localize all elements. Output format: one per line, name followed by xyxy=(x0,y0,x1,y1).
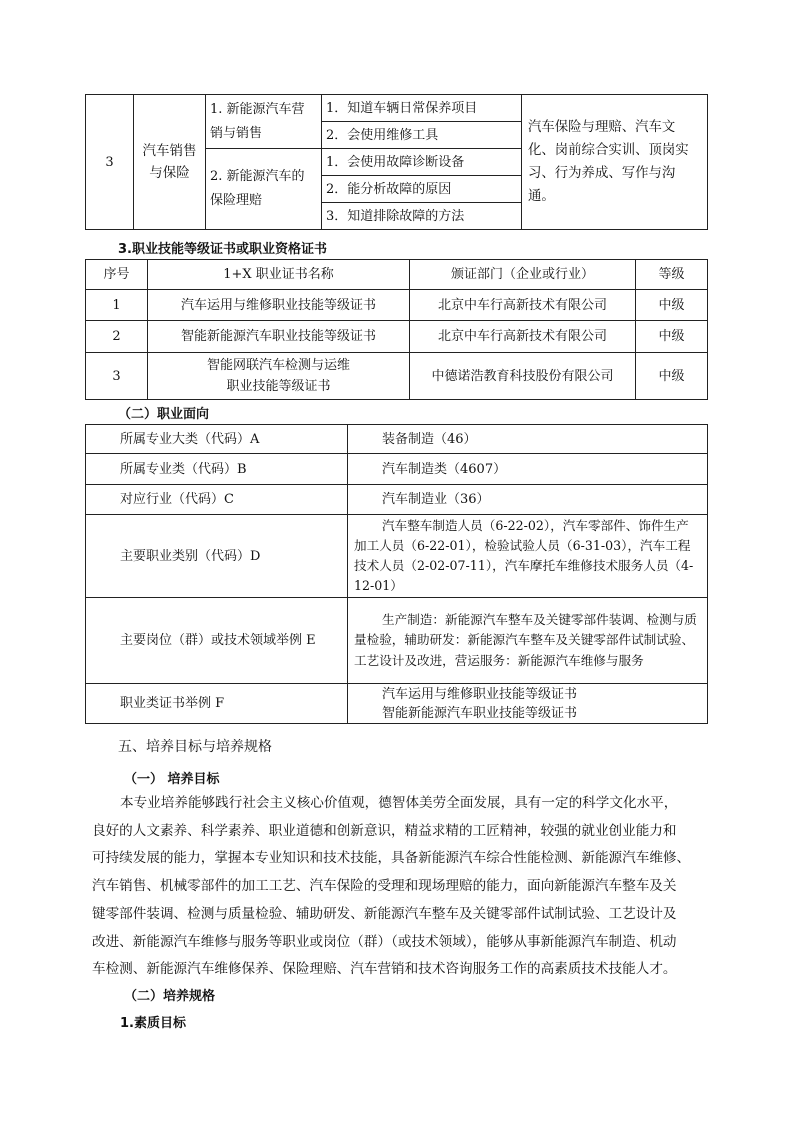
course-remarks: 汽车保险与理赔、汽车文化、岗前综合实训、顶岗实习、行为养成、写作与沟通。 xyxy=(522,95,708,230)
cert-header: 序号 xyxy=(86,260,148,290)
paragraph-line: 本专业培养能够践行社会主义核心价值观，德智体美劳全面发展，具有一定的科学文化水平， xyxy=(120,795,678,811)
cert-cell: 智能网联汽车检测与运维 职业技能等级证书 xyxy=(148,353,410,400)
paragraph-line: 键零部件装调、检测与质量检验、辅助研发、新能源汽车整车及关键零部件试制试验、工艺设计及 xyxy=(92,905,677,922)
cert-cell: 中级 xyxy=(636,290,708,321)
career-value: 汽车运用与维修职业技能等级证书 智能新能源汽车职业技能等级证书 xyxy=(348,684,708,724)
career-section-title: （二）职业面向 xyxy=(118,407,210,422)
cert-table xyxy=(85,259,708,400)
career-value: 汽车整车制造人员（6-22-02），汽车零部件、饰件生产加工人员（6-22-01），检验试验人员（6-31-03），汽车工程技术人员（2-02-07-11），汽车摩托车维修技术服务人员（4-12-01） xyxy=(348,515,708,598)
cert-cell: 中级 xyxy=(636,321,708,353)
table-row xyxy=(86,684,708,724)
module-name: 2. 新能源汽车的 保险理赔 xyxy=(206,149,322,230)
paragraph-line: 改进、新能源汽车维修与服务等职业或岗位（群）（或技术领域），能够从事新能源汽车制造、机动 xyxy=(92,933,677,950)
quality-title: 1.素质目标 xyxy=(120,1016,186,1031)
table-row xyxy=(86,425,708,454)
career-label: 所属专业类（代码）B xyxy=(86,454,348,485)
cert-cell: 智能新能源汽车职业技能等级证书 xyxy=(148,321,410,353)
cert-cell: 1 xyxy=(86,290,148,321)
cert-section-title: 3.职业技能等级证书或职业资格证书 xyxy=(118,242,327,257)
cert-cell: 汽车运用与维修职业技能等级证书 xyxy=(148,290,410,321)
table-row xyxy=(86,454,708,485)
cert-header: 1+X 职业证书名称 xyxy=(148,260,410,290)
module-item: 1．会使用故障诊断设备 xyxy=(322,149,522,176)
goals-section-title: 五、培养目标与培养规格 xyxy=(118,739,272,755)
career-value: 汽车制造类（4607） xyxy=(348,454,708,485)
paragraph-line: 可持续发展的能力，掌握本专业知识和技术技能，具备新能源汽车综合性能检测、新能源汽车维修、 xyxy=(92,850,691,867)
module-item: 2．能分析故障的原因 xyxy=(322,176,522,203)
module-item: 1．知道车辆日常保养项目 xyxy=(322,95,522,122)
cert-header: 等级 xyxy=(636,260,708,290)
career-table xyxy=(85,424,708,724)
table-row xyxy=(86,485,708,515)
course-table xyxy=(85,94,708,230)
cert-cell: 3 xyxy=(86,353,148,400)
cert-cell: 2 xyxy=(86,321,148,353)
module-name: 1. 新能源汽车营 销与销售 xyxy=(206,95,322,149)
table-row xyxy=(86,321,708,353)
career-value: 生产制造：新能源汽车整车及关键零部件装调、检测与质量检验，辅助研发：新能源汽车整车及关键零部件试制试验、工艺设计及改进，营运服务：新能源汽车维修与服务 xyxy=(348,598,708,684)
table-row xyxy=(86,353,708,400)
cert-cell: 北京中车行高新技术有限公司 xyxy=(410,290,636,321)
career-label: 主要职业类别（代码）D xyxy=(86,515,348,598)
career-value: 装备制造（46） xyxy=(348,425,708,454)
career-label: 所属专业大类（代码）A xyxy=(86,425,348,454)
spec-title: （二）培养规格 xyxy=(124,989,216,1004)
goals-paragraph xyxy=(92,790,710,984)
career-label: 主要岗位（群）或技术领域举例 E xyxy=(86,598,348,684)
module-item: 2．会使用维修工具 xyxy=(322,122,522,149)
career-label: 职业类证书举例 F xyxy=(86,684,348,724)
goals-sub-title: （一） 培养目标 xyxy=(124,772,220,787)
career-value: 汽车制造业（36） xyxy=(348,485,708,515)
cert-cell: 中德诺浩教育科技股份有限公司 xyxy=(410,353,636,400)
table-row xyxy=(86,290,708,321)
course-index: 3 xyxy=(86,95,134,230)
cert-cell: 中级 xyxy=(636,353,708,400)
paragraph-line: 良好的人文素养、科学素养、职业道德和创新意识，精益求精的工匠精神，较强的就业创业能力和 xyxy=(92,822,677,839)
paragraph-line: 车检测、新能源汽车维修保养、保险理赔、汽车营销和技术咨询服务工作的高素质技术技能人才。 xyxy=(92,961,677,978)
table-row xyxy=(86,598,708,684)
cert-header: 颁证部门（企业或行业） xyxy=(410,260,636,290)
table-row xyxy=(86,515,708,598)
paragraph-line: 汽车销售、机械零部件的加工工艺、汽车保险的受理和现场理赔的能力，面向新能源汽车整车及关 xyxy=(92,878,677,895)
career-label: 对应行业（代码）C xyxy=(86,485,348,515)
module-item: 3．知道排除故障的方法 xyxy=(322,203,522,230)
course-name: 汽车销售 与保险 xyxy=(134,95,206,230)
cert-cell: 北京中车行高新技术有限公司 xyxy=(410,321,636,353)
